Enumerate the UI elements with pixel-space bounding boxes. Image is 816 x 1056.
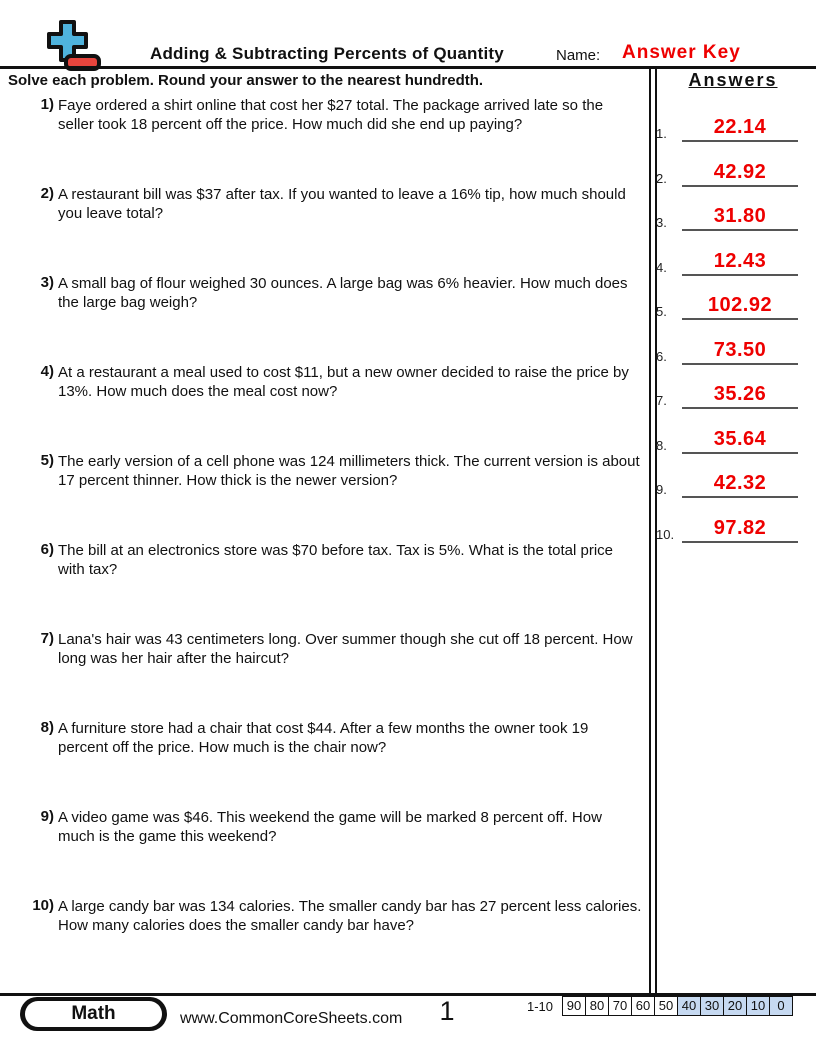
question-text: The bill at an electronics store was $70 before tax. Tax is 5%. What is the total price with tax? bbox=[58, 542, 613, 578]
answer-key-label: Answer Key bbox=[622, 42, 741, 63]
question-number: 9) bbox=[40, 808, 54, 825]
question-number: 7) bbox=[40, 630, 54, 647]
answer-value: 31.80 bbox=[682, 205, 798, 231]
question-number: 1) bbox=[40, 96, 54, 113]
score-cell: 40 bbox=[677, 996, 701, 1016]
answers-heading: Answers bbox=[688, 70, 778, 90]
question-number: 5) bbox=[40, 452, 54, 469]
answer-value: 97.82 bbox=[682, 517, 798, 543]
plus-minus-icon bbox=[44, 18, 106, 79]
question-text: Faye ordered a shirt online that cost her $27 total. The package arrived late so the seller took 18 percent off the price. How much did she end up paying? bbox=[58, 97, 604, 133]
answer-row bbox=[656, 464, 798, 498]
answer-value: 22.14 bbox=[682, 116, 798, 142]
question-number: 2) bbox=[40, 185, 54, 202]
page-number: 1 bbox=[439, 996, 455, 1026]
answer-number: 10. bbox=[656, 527, 675, 542]
answer-number: 7. bbox=[656, 393, 667, 408]
name-label: Name: bbox=[556, 47, 601, 64]
score-cell: 30 bbox=[700, 996, 724, 1016]
answer-number: 5. bbox=[656, 304, 667, 319]
question-number: 3) bbox=[40, 274, 54, 291]
answer-number: 2. bbox=[656, 171, 667, 186]
question-text: The early version of a cell phone was 124 millimeters thick. The current version is about 17 percent thinner. How thick is the newer version? bbox=[58, 453, 640, 489]
question-text: At a restaurant a meal used to cost $11, but a new owner decided to raise the price by 13%. How much does the meal cost now? bbox=[58, 364, 629, 400]
question-text: A furniture store had a chair that cost $44. After a few months the owner took 19 percent off the price. How much is the chair now? bbox=[58, 720, 589, 756]
subject-badge-label: Math bbox=[25, 1001, 162, 1027]
answer-value: 102.92 bbox=[682, 294, 798, 320]
answer-number: 3. bbox=[656, 215, 667, 230]
subject-badge bbox=[20, 997, 167, 1031]
answer-number: 6. bbox=[656, 349, 667, 364]
question-text: Lana's hair was 43 centimeters long. Over summer though she cut off 18 percent. How long was her hair after the haircut? bbox=[58, 631, 633, 667]
question-text: A video game was $46. This weekend the game will be marked 8 percent off. How much is the game this weekend? bbox=[58, 809, 602, 845]
answer-row bbox=[656, 375, 798, 409]
answer-value: 12.43 bbox=[682, 250, 798, 276]
question-text: A restaurant bill was $37 after tax. If you wanted to leave a 16% tip, how much should you leave total? bbox=[58, 186, 626, 222]
answer-row bbox=[656, 242, 798, 276]
header-rule bbox=[0, 66, 816, 69]
score-cell: 80 bbox=[585, 996, 609, 1016]
score-range-label: 1-10 bbox=[527, 999, 554, 1014]
answer-value: 35.64 bbox=[682, 428, 798, 454]
answer-row bbox=[656, 331, 798, 365]
question-number: 4) bbox=[40, 363, 54, 380]
question-number: 8) bbox=[40, 719, 54, 736]
answer-row bbox=[656, 509, 798, 543]
score-cell: 20 bbox=[723, 996, 747, 1016]
website-text: www.CommonCoreSheets.com bbox=[180, 1010, 403, 1027]
score-cell: 90 bbox=[562, 996, 586, 1016]
score-cell: 10 bbox=[746, 996, 770, 1016]
answer-row bbox=[656, 108, 798, 142]
score-cell: 50 bbox=[654, 996, 678, 1016]
answer-value: 73.50 bbox=[682, 339, 798, 365]
answer-row bbox=[656, 286, 798, 320]
question-text: A large candy bar was 134 calories. The smaller candy bar has 27 percent less calories. How many calories does the smaller candy bar have? bbox=[58, 898, 642, 934]
worksheet-title: Adding & Subtracting Percents of Quantity bbox=[150, 44, 504, 63]
question-text: A small bag of flour weighed 30 ounces. A large bag was 6% heavier. How much does the large bag weigh? bbox=[58, 275, 628, 311]
instructions: Solve each problem. Round your answer to the nearest hundredth. bbox=[8, 72, 484, 89]
answer-number: 4. bbox=[656, 260, 667, 275]
answer-row bbox=[656, 420, 798, 454]
score-cell: 60 bbox=[631, 996, 655, 1016]
score-grid bbox=[563, 996, 793, 1016]
score-cell: 0 bbox=[769, 996, 793, 1016]
answer-value: 42.92 bbox=[682, 161, 798, 187]
answer-value: 35.26 bbox=[682, 383, 798, 409]
answer-number: 1. bbox=[656, 126, 667, 141]
answer-number: 8. bbox=[656, 438, 667, 453]
answer-row bbox=[656, 197, 798, 231]
answer-row bbox=[656, 153, 798, 187]
question-number: 6) bbox=[40, 541, 54, 558]
question-number: 10) bbox=[32, 897, 54, 914]
score-cell: 70 bbox=[608, 996, 632, 1016]
answer-number: 9. bbox=[656, 482, 667, 497]
answer-value: 42.32 bbox=[682, 472, 798, 498]
